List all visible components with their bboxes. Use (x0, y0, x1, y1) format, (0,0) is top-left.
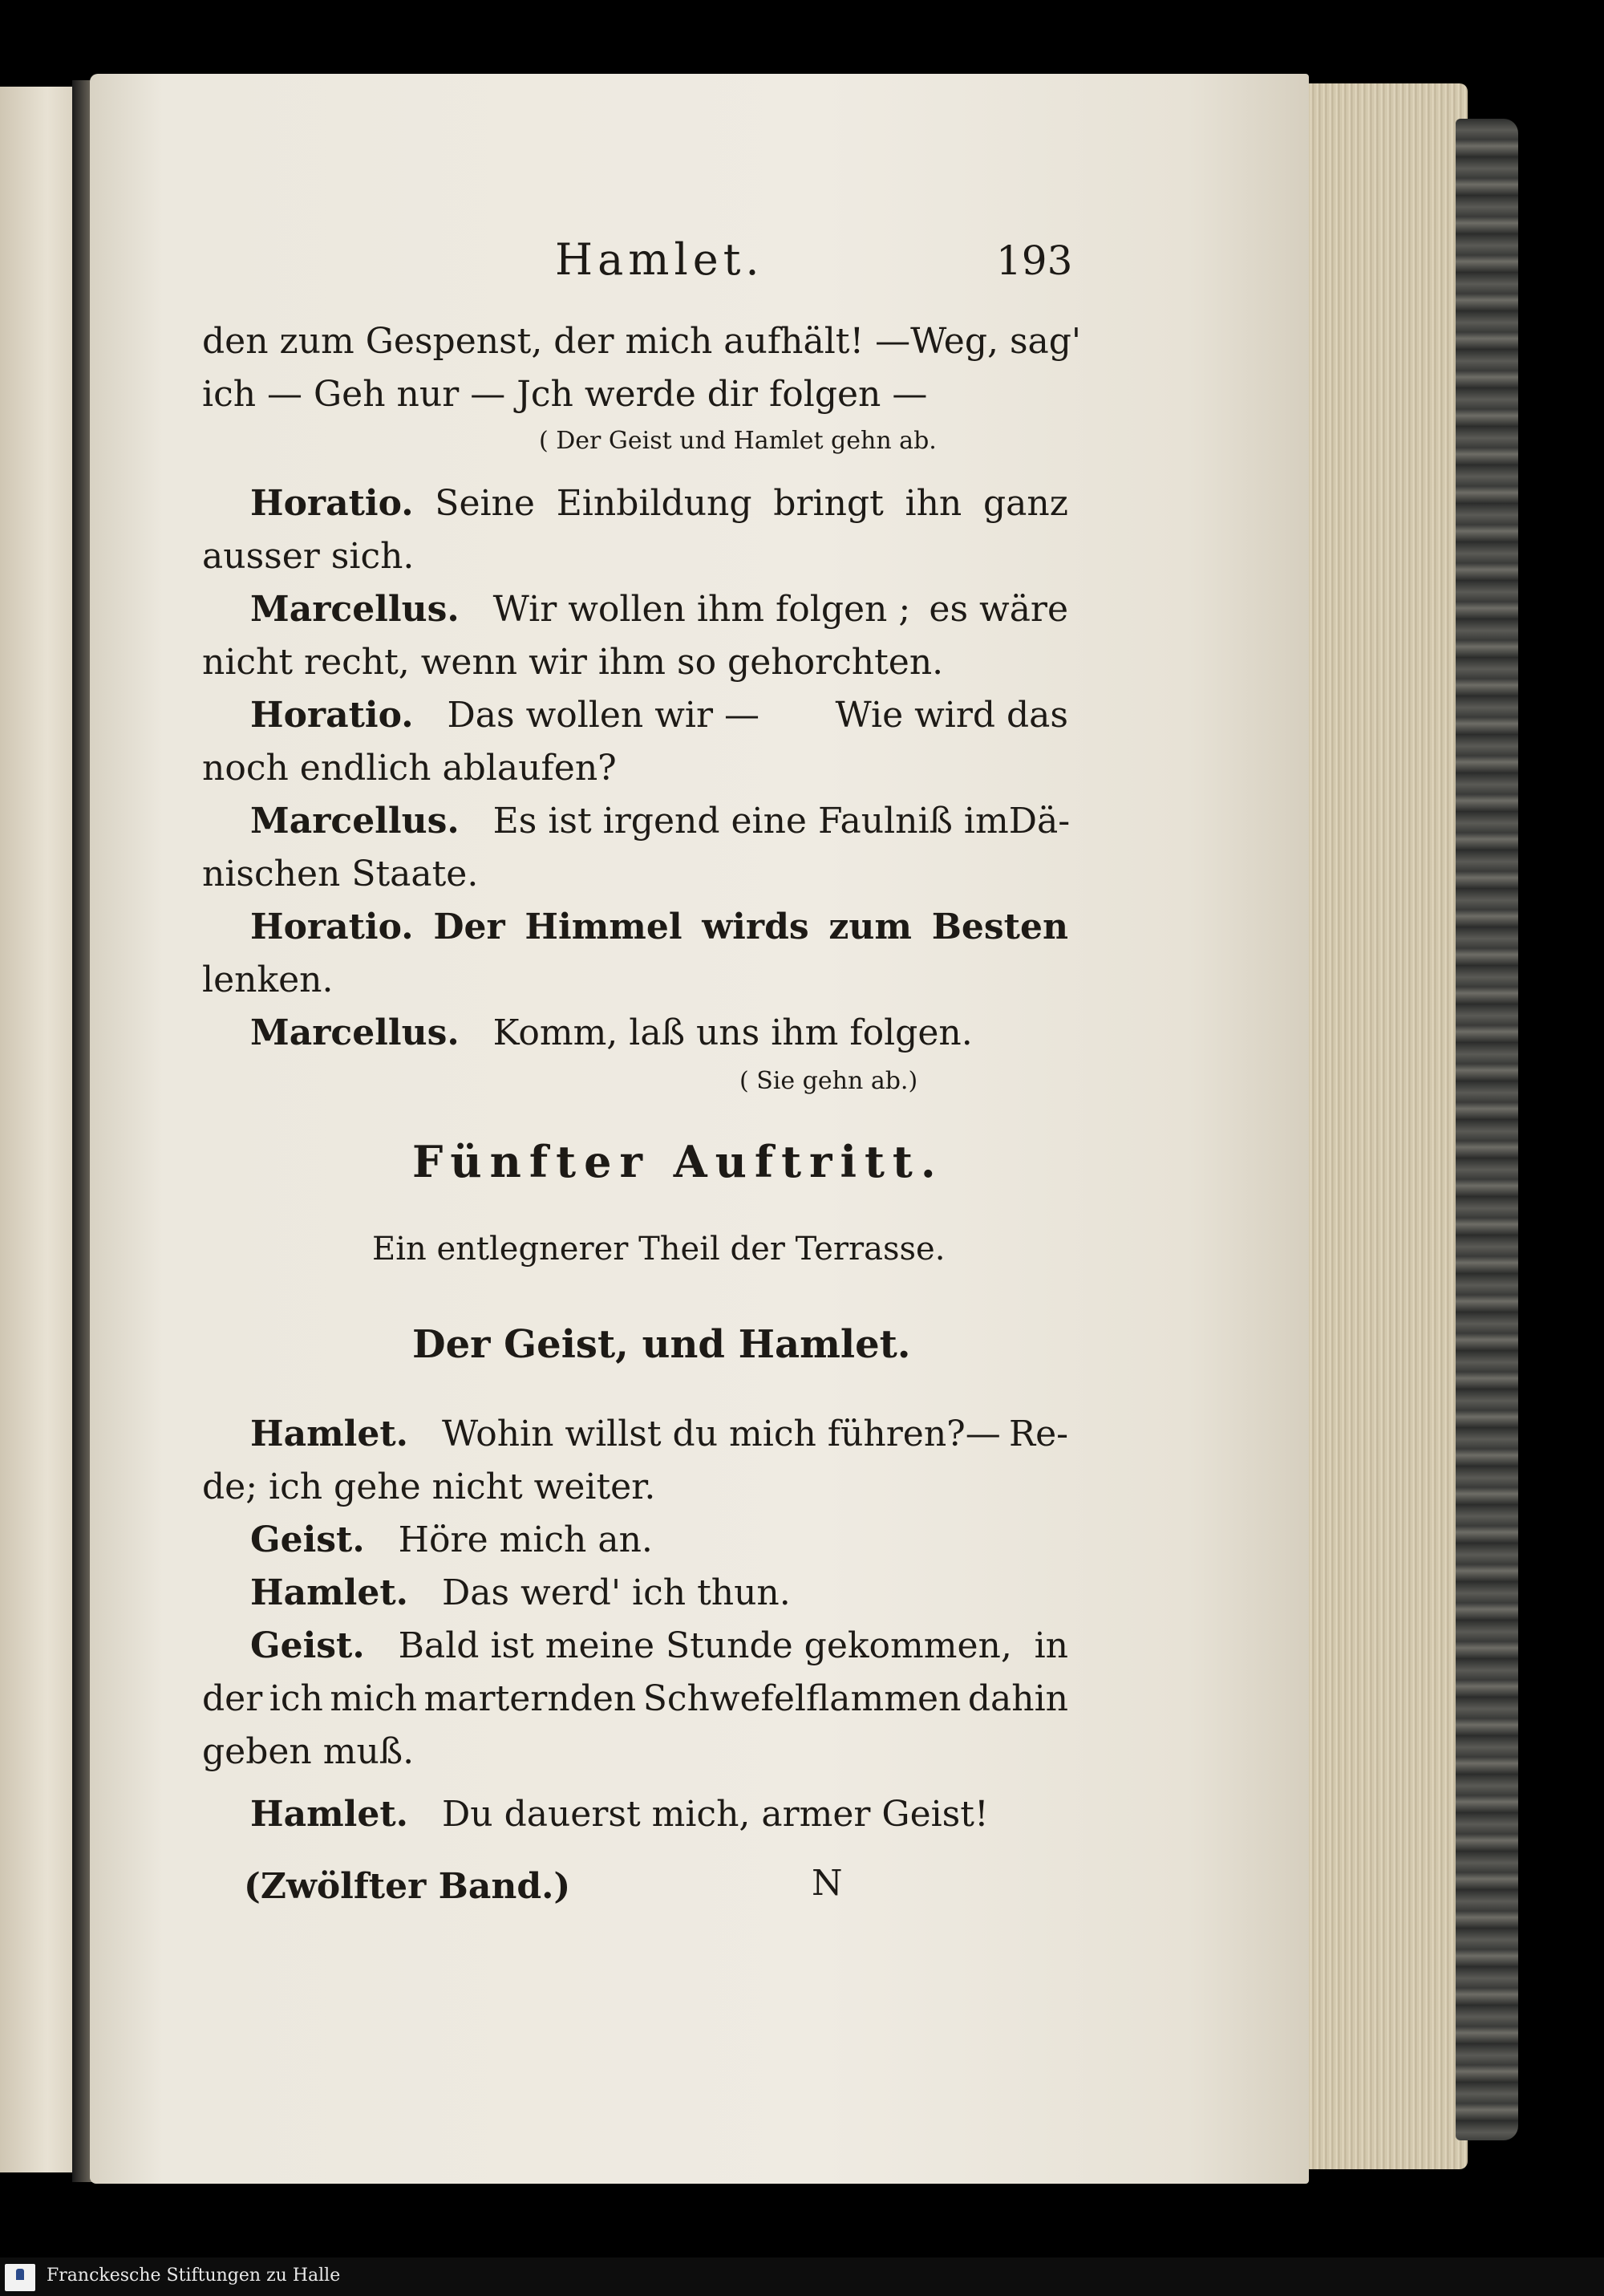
speaker-name: Geist. (250, 1519, 365, 1560)
printer-signature: N (812, 1863, 843, 1904)
speaker-name: Horatio. (250, 483, 414, 524)
speech-hamlet-1: Hamlet. Wohin willst du mich führen?— Re- (250, 1414, 1068, 1454)
left-page-edge (0, 87, 79, 2172)
text-line: noch endlich ablaufen? (202, 748, 617, 789)
speech-horatio-1: Horatio. Seine Einbildung bringt ihn ganz (202, 480, 1068, 528)
speech-marcellus-2: Marcellus. Es ist irgend eine Faulniß im Dä- (250, 801, 1071, 842)
text-line: der ich mich marternden Schwefelflammen dahin (202, 1678, 1068, 1719)
watermark-label: Franckesche Stiftungen zu Halle (47, 2266, 341, 2286)
text-line: geben muß. (202, 1731, 415, 1772)
text-line-2: ich — Geh nur — Jch werde dir folgen — (202, 374, 928, 415)
speech-marcellus-1: Marcellus. Wir wollen ihm folgen ; es wäre (250, 589, 1068, 630)
watermark-bar (0, 2257, 1604, 2296)
text-line: de; ich gehe nicht weiter. (202, 1466, 656, 1507)
text-line: nicht recht, wenn wir ihm so gehorchten. (202, 642, 944, 683)
text-line-1: den zum Gespenst, der mich aufhält! — Weg, sag' (202, 321, 1082, 362)
speech-hamlet-2: Hamlet. Das werd' ich thun. (250, 1572, 791, 1613)
institution-logo-icon (5, 2264, 35, 2291)
speaker-name: Hamlet. (250, 1572, 408, 1613)
speaker-name: Hamlet. (250, 1414, 408, 1454)
speaker-name: Geist. (250, 1625, 365, 1666)
speech-marcellus-3: Marcellus. Komm, laß uns ihm folgen. (250, 1012, 973, 1053)
scene-setting: Ein entlegnerer Theil der Terrasse. (372, 1231, 946, 1268)
text-line: nischen Staate. (202, 854, 479, 894)
scene-cast: Der Geist, und Hamlet. (412, 1322, 911, 1367)
book-cover-board (1456, 119, 1518, 2140)
speech-horatio-3: Horatio. Der Himmel wirds zum Besten (202, 903, 1068, 951)
page-number: 193 (996, 237, 1073, 284)
volume-mark: (Zwölfter Band.) (244, 1866, 571, 1907)
page-edges (1283, 83, 1468, 2169)
text-line: lenken. (202, 959, 334, 1000)
speech-hamlet-3: Hamlet. Du dauerst mich, armer Geist! (250, 1794, 989, 1835)
text-line: ausser sich. (202, 536, 415, 577)
stage-direction: ( Sie gehn ab.) (739, 1067, 918, 1095)
speech-geist-1: Geist. Höre mich an. (250, 1519, 653, 1560)
speech-horatio-2: Horatio. Das wollen wir — Wie wird das (250, 695, 1068, 736)
speech-geist-2: Geist. Bald ist meine Stunde gekommen, in (250, 1625, 1068, 1666)
speaker-name: Hamlet. (250, 1794, 408, 1835)
running-title: Hamlet. (555, 234, 764, 285)
speaker-name: Horatio. (250, 907, 414, 947)
scene-title: Fünfter Auftritt. (412, 1136, 944, 1187)
speaker-name: Marcellus. (250, 1012, 460, 1053)
speaker-name: Marcellus. (250, 589, 460, 630)
speaker-name: Marcellus. (250, 801, 460, 842)
speaker-name: Horatio. (250, 695, 414, 736)
stage-direction: ( Der Geist und Hamlet gehn ab. (539, 427, 937, 455)
